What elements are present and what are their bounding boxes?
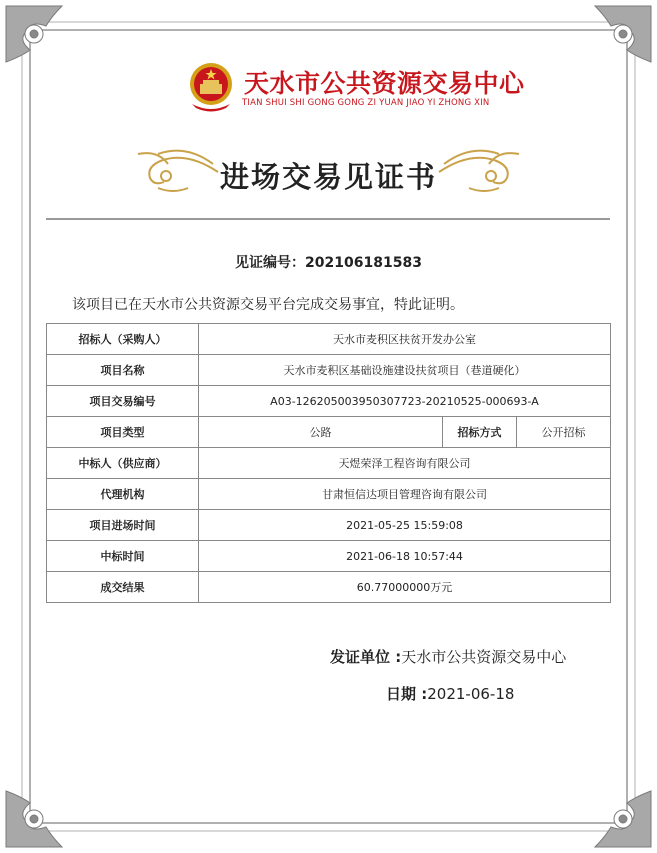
certificate-intro: 该项目已在天水市公共资源交易平台完成交易事宜，特此证明。 — [72, 297, 464, 313]
corner-ornament-bottom-right — [595, 791, 651, 847]
project-name-label: 项目名称 — [47, 355, 199, 386]
corner-ornament-bottom-left — [6, 791, 62, 847]
project-type-value: 公路 — [199, 417, 443, 448]
issuer-value: 天水市公共资源交易中心 — [401, 648, 567, 666]
header-divider — [46, 218, 610, 220]
issuer-label: 发证单位 : — [330, 648, 402, 666]
certificate-number — [0, 252, 657, 272]
table-row — [47, 510, 611, 541]
date-line — [386, 683, 514, 704]
org-name-en: TIAN SHUI SHI GONG GONG ZI YUAN JIAO YI ZHONG XIN — [242, 98, 490, 108]
table-row — [47, 386, 611, 417]
org-name-cn: 天水市公共资源交易中心 — [244, 69, 525, 98]
certificate-number-value: 202106181583 — [305, 255, 422, 271]
tenderer-value: 天水市麦积区扶贫开发办公室 — [199, 324, 611, 355]
result-label: 成交结果 — [47, 572, 199, 603]
certificate-number-label: 见证编号： — [235, 255, 306, 271]
bid-method-value: 公开招标 — [517, 417, 611, 448]
winner-value: 天煜荣泽工程咨询有限公司 — [199, 448, 611, 479]
date-value: 2021-06-18 — [427, 685, 515, 703]
agency-label: 代理机构 — [47, 479, 199, 510]
table-row — [47, 572, 611, 603]
table-row — [47, 541, 611, 572]
national-emblem-icon — [186, 60, 236, 112]
table-row — [47, 417, 611, 448]
project-code-value: A03-1262050039503077​23-20210525-000693-A — [199, 386, 611, 417]
table-row — [47, 355, 611, 386]
winner-label: 中标人（供应商） — [47, 448, 199, 479]
project-code-label: 项目交易编号 — [47, 386, 199, 417]
entry-time-label: 项目进场时间 — [47, 510, 199, 541]
table-row — [47, 448, 611, 479]
project-type-label: 项目类型 — [47, 417, 199, 448]
table-row — [47, 324, 611, 355]
project-name-value: 天水市麦积区基础设施建设扶贫项目（巷道硬化） — [199, 355, 611, 386]
entry-time-value: 2021-05-25 15:59:08 — [199, 510, 611, 541]
agency-value: 甘肃恒信达项目管理咨询有限公司 — [199, 479, 611, 510]
bid-method-label: 招标方式 — [443, 417, 517, 448]
issuer-line — [330, 646, 566, 667]
tenderer-label: 招标人（采购人） — [47, 324, 199, 355]
date-label: 日期 : — [386, 685, 428, 703]
result-value: 60.77000000万元 — [199, 572, 611, 603]
table-row — [47, 479, 611, 510]
award-time-label: 中标时间 — [47, 541, 199, 572]
document-title: 进场交易见证书 — [219, 160, 437, 194]
corner-ornament-top-right — [595, 6, 651, 62]
corner-ornament-top-left — [6, 6, 62, 62]
transaction-info-table — [46, 323, 611, 603]
award-time-value: 2021-06-18 10:57:44 — [199, 541, 611, 572]
